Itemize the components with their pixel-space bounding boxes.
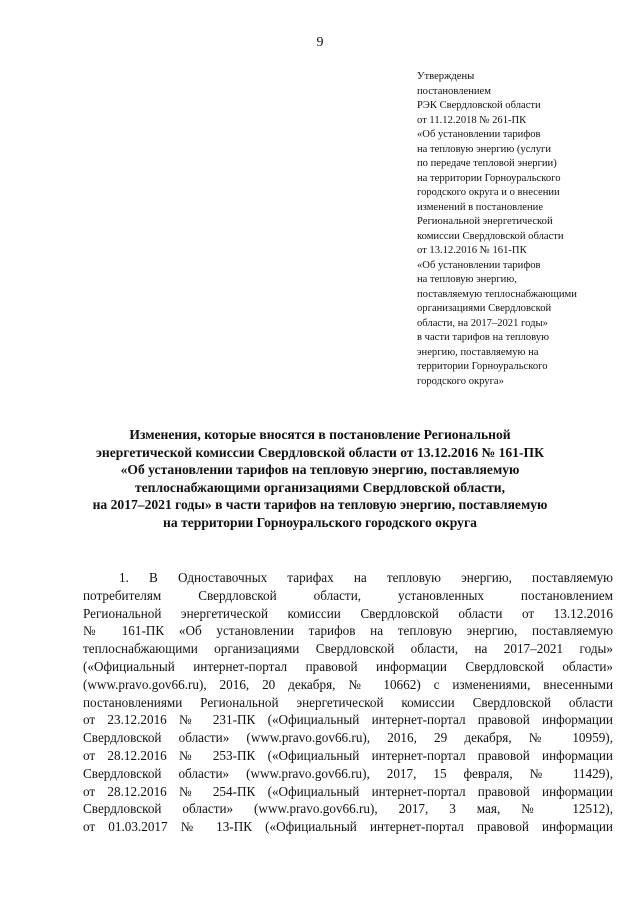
body-line: потребителям Свердловской области, установленных постановлением [83, 587, 613, 603]
body-line: от 01.03.2017 № 13-ПК («Официальный интернет-портал правовой информации [83, 819, 613, 835]
heading-line: теплоснабжающими организациями Свердловской области, [134, 479, 506, 495]
approval-line: Региональной энергетической [417, 216, 553, 227]
approval-line: на территории Горноуральского [417, 172, 561, 184]
approval-line: на тепловую энергию (услуги [417, 143, 552, 155]
body-paragraph [83, 569, 613, 836]
body-line: от 28.12.2016 № 253-ПК («Официальный интернет-портал правовой информации [83, 747, 613, 763]
approval-line: комиссии Свердловской области [417, 230, 564, 242]
approval-line: от 13.12.2016 № 161-ПК [417, 245, 527, 256]
approval-line: области, на 2017–2021 годы» [417, 317, 548, 329]
approval-block [417, 70, 617, 389]
body-line: от 23.12.2016 № 231-ПК («Официальный интернет-портал правовой информации [83, 712, 613, 728]
heading-line: «Об установлении тарифов на тепловую энергию, поставляемую [120, 462, 520, 478]
heading-line: Изменения, которые вносятся в постановление Региональной [129, 427, 511, 442]
approval-line: от 11.12.2018 № 261-ПК [417, 114, 527, 126]
body-line: от 28.12.2016 № 254-ПК («Официальный интернет-портал правовой информации [83, 783, 613, 799]
body-line: Региональной энергетической комиссии Свердловской области от 13.12.2016 [83, 605, 613, 621]
approval-line: организациями Свердловской [417, 303, 552, 314]
approval-line: территории Горноуральского [417, 361, 548, 372]
heading-line: энергетической комиссии Свердловской области от 13.12.2016 № 161-ПК [96, 444, 544, 460]
approval-line: по передаче тепловой энергии) [417, 158, 557, 169]
document-heading [0, 426, 640, 532]
body-line: № 161-ПК «Об установлении тарифов на тепловую энергию, поставляемую [83, 623, 613, 639]
body-line: Свердловской области» (www.pravo.gov66.ru), 2017, 3 мая, № 12512), [83, 801, 613, 817]
body-line: Свердловской области» (www.pravo.gov66.ru), 2016, 29 декабря, № 10959), [83, 730, 613, 746]
body-line: теплоснабжающими организациями Свердловской области, на 2017–2021 годы» [83, 641, 613, 657]
approval-line: на тепловую энергию, [417, 274, 517, 285]
approval-line: в части тарифов на тепловую [417, 332, 550, 343]
approval-line: городского округа и о внесении [417, 187, 560, 198]
body-line: («Официальный интернет-портал правовой информации Свердловской области» [83, 658, 613, 674]
approval-line: Утверждены [417, 71, 475, 82]
approval-line: изменений в постановление [417, 201, 544, 213]
approval-line: энергию, поставляемую на [417, 346, 539, 358]
body-line: постановлениями Региональной энергетической комиссии Свердловской области [83, 694, 613, 710]
approval-line: поставляемую теплоснабжающими [417, 288, 577, 300]
heading-line: на территории Горноуральского городского округа [163, 514, 477, 530]
approval-line: городского округа» [417, 375, 504, 387]
body-line: Свердловской области» (www.pravo.gov66.ru), 2017, 15 февраля, № 11429), [83, 765, 613, 781]
approval-line: РЭК Свердловской области [417, 100, 541, 111]
heading-line: на 2017–2021 годы» в части тарифов на тепловую энергию, поставляемую [92, 497, 548, 513]
body-line: (www.pravo.gov66.ru), 2016, 20 декабря, № 10662) с изменениями, внесенными [83, 676, 613, 692]
approval-line: «Об установлении тарифов [417, 129, 541, 140]
approval-line: «Об установлении тарифов [417, 259, 541, 271]
body-line: 1. В Одноставочных тарифах на тепловую энергию, поставляемую [119, 570, 613, 585]
approval-line: постановлением [417, 85, 491, 97]
page-number: 9 [316, 35, 324, 50]
